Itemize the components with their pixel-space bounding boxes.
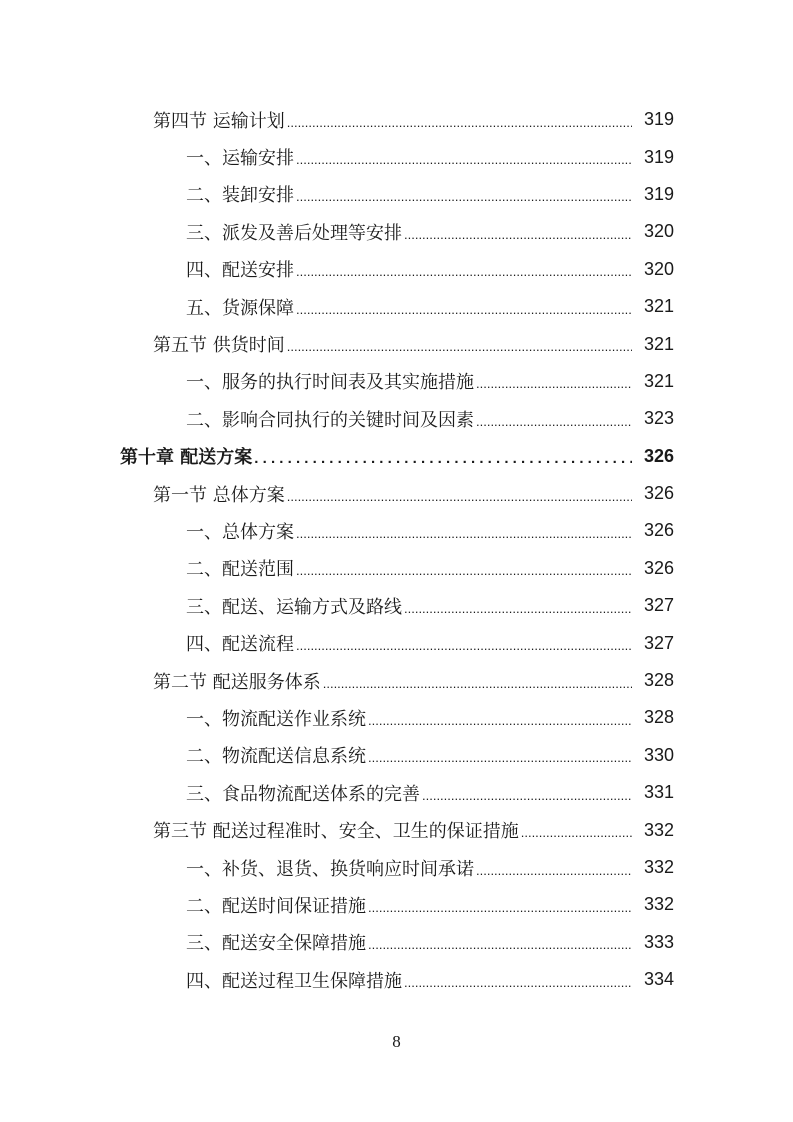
toc-entry-item[interactable]	[0, 924, 793, 961]
toc-entry-title: 第十章 配送方案	[120, 447, 253, 469]
toc-dot-leader	[404, 599, 632, 619]
toc-entry-title: 四、配送安排	[186, 260, 294, 282]
toc-entry-page: 332	[643, 857, 674, 877]
toc-entry-item[interactable]	[0, 774, 793, 811]
toc-entry-page: 333	[643, 931, 674, 952]
toc-entry-page: 320	[643, 221, 674, 242]
table-of-contents	[0, 101, 793, 998]
toc-entry-section[interactable]	[0, 662, 793, 699]
toc-entry-section[interactable]	[0, 475, 793, 512]
toc-entry-item[interactable]	[0, 699, 793, 736]
toc-entry-title: 三、配送安全保障措施	[186, 933, 366, 955]
toc-entry-page: 326	[643, 483, 674, 504]
toc-entry-item[interactable]	[0, 363, 793, 400]
toc-entry-title: 第三节 配送过程准时、安全、卫生的保证措施	[153, 821, 519, 843]
toc-entry-page: 334	[643, 969, 674, 990]
toc-entry-page: 326	[643, 557, 674, 578]
toc-entry-title: 三、派发及善后处理等安排	[186, 222, 402, 244]
toc-entry-item[interactable]	[0, 587, 793, 624]
page-number: 8	[392, 1032, 401, 1051]
toc-dot-leader	[422, 786, 632, 806]
toc-entry-page: 327	[643, 595, 674, 616]
toc-dot-leader	[296, 561, 632, 581]
toc-entry-page: 326	[643, 520, 674, 541]
toc-entry-item[interactable]	[0, 288, 793, 325]
toc-dot-leader	[296, 187, 632, 207]
toc-entry-item[interactable]	[0, 512, 793, 549]
toc-entry-item[interactable]	[0, 176, 793, 213]
toc-entry-page: 319	[643, 146, 674, 167]
toc-entry-title: 第二节 配送服务体系	[153, 671, 321, 693]
toc-entry-page: 323	[643, 408, 674, 429]
toc-entry-page: 332	[643, 894, 674, 915]
toc-entry-title: 第五节 供货时间	[153, 335, 285, 357]
toc-entry-section[interactable]	[0, 101, 793, 138]
toc-entry-item[interactable]	[0, 550, 793, 587]
toc-entry-chapter[interactable]	[0, 438, 793, 475]
toc-dot-leader	[296, 300, 632, 320]
toc-entry-title: 一、服务的执行时间表及其实施措施	[186, 372, 474, 394]
toc-dot-leader	[404, 973, 632, 993]
toc-dot-leader	[296, 262, 632, 282]
toc-entry-title: 二、影响合同执行的关键时间及因素	[186, 409, 474, 431]
toc-dot-leader	[296, 636, 632, 656]
toc-entry-title: 三、配送、运输方式及路线	[186, 596, 402, 618]
toc-entry-title: 第一节 总体方案	[153, 484, 285, 506]
toc-dot-leader	[296, 524, 632, 544]
toc-dot-leader	[476, 412, 632, 432]
toc-entry-page: 326	[643, 445, 674, 466]
toc-entry-page: 328	[643, 707, 674, 728]
toc-entry-page: 319	[643, 183, 674, 204]
toc-entry-item[interactable]	[0, 886, 793, 923]
toc-entry-title: 一、总体方案	[186, 521, 294, 543]
toc-entry-page: 328	[643, 670, 674, 691]
toc-dot-leader	[476, 861, 632, 881]
toc-entry-item[interactable]	[0, 251, 793, 288]
toc-dot-leader	[404, 225, 632, 245]
toc-entry-title: 一、补货、退货、换货响应时间承诺	[186, 858, 474, 880]
toc-entry-title: 五、货源保障	[186, 297, 294, 319]
toc-entry-title: 三、食品物流配送体系的完善	[186, 783, 420, 805]
toc-dot-leader	[287, 487, 632, 507]
toc-entry-title: 二、物流配送信息系统	[186, 746, 366, 768]
toc-entry-title: 四、配送流程	[186, 634, 294, 656]
toc-entry-title: 二、装卸安排	[186, 185, 294, 207]
toc-dot-leader	[368, 898, 632, 918]
toc-entry-page: 330	[643, 744, 674, 765]
toc-dot-leader	[476, 374, 632, 394]
toc-entry-page: 321	[643, 333, 674, 354]
toc-entry-item[interactable]	[0, 213, 793, 250]
toc-entry-title: 第四节 运输计划	[153, 110, 285, 132]
toc-entry-page: 332	[643, 819, 674, 840]
toc-dot-leader	[521, 823, 632, 843]
toc-entry-item[interactable]	[0, 400, 793, 437]
toc-entry-title: 二、配送范围	[186, 559, 294, 581]
toc-entry-item[interactable]	[0, 138, 793, 175]
toc-entry-page: 319	[643, 109, 674, 130]
toc-entry-page: 320	[643, 258, 674, 279]
toc-entry-title: 一、运输安排	[186, 148, 294, 170]
toc-dot-leader	[368, 711, 632, 731]
toc-dot-leader	[254, 449, 632, 469]
toc-entry-item[interactable]	[0, 849, 793, 886]
toc-dot-leader	[368, 748, 632, 768]
toc-entry-section[interactable]	[0, 811, 793, 848]
toc-entry-page: 327	[643, 632, 674, 653]
toc-dot-leader	[287, 337, 632, 357]
toc-entry-item[interactable]	[0, 961, 793, 998]
toc-entry-title: 一、物流配送作业系统	[186, 708, 366, 730]
toc-entry-page: 321	[643, 296, 674, 317]
toc-entry-page: 331	[643, 782, 674, 803]
toc-dot-leader	[323, 674, 632, 694]
toc-dot-leader	[296, 150, 632, 170]
toc-entry-title: 二、配送时间保证措施	[186, 895, 366, 917]
toc-dot-leader	[368, 935, 632, 955]
toc-entry-page: 321	[643, 370, 674, 391]
toc-entry-item[interactable]	[0, 737, 793, 774]
toc-entry-item[interactable]	[0, 624, 793, 661]
toc-entry-section[interactable]	[0, 325, 793, 362]
toc-dot-leader	[287, 113, 632, 133]
toc-entry-title: 四、配送过程卫生保障措施	[186, 970, 402, 992]
